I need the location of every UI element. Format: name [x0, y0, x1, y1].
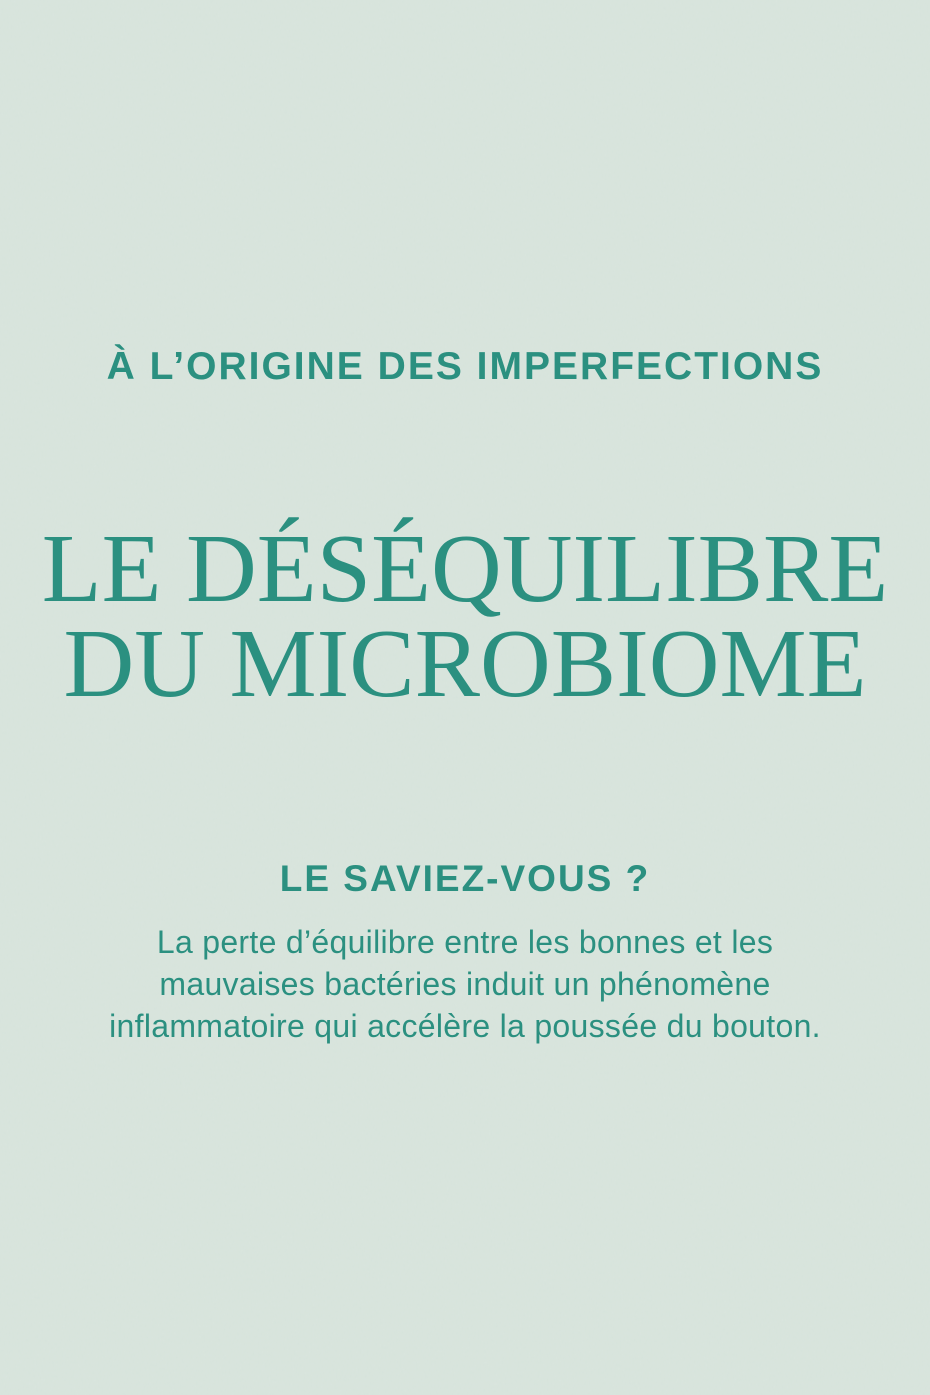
eyebrow-heading: À L’ORIGINE DES IMPERFECTIONS [106, 345, 824, 388]
body-paragraph [0, 921, 930, 1047]
title-line-1: LE DÉSÉQUILIBRE [41, 515, 889, 623]
main-title [0, 515, 930, 718]
subheading: LE SAVIEZ-VOUS ? [279, 858, 651, 899]
body-line-2: mauvaises bactéries induit un phénomène [159, 966, 771, 1002]
body-line-1: La perte d’équilibre entre les bonnes et les [156, 924, 774, 960]
title-line-2: DU MICROBIOME [63, 610, 867, 718]
body-line-3: inflammatoire qui accélère la poussée du bouton. [109, 1008, 821, 1044]
